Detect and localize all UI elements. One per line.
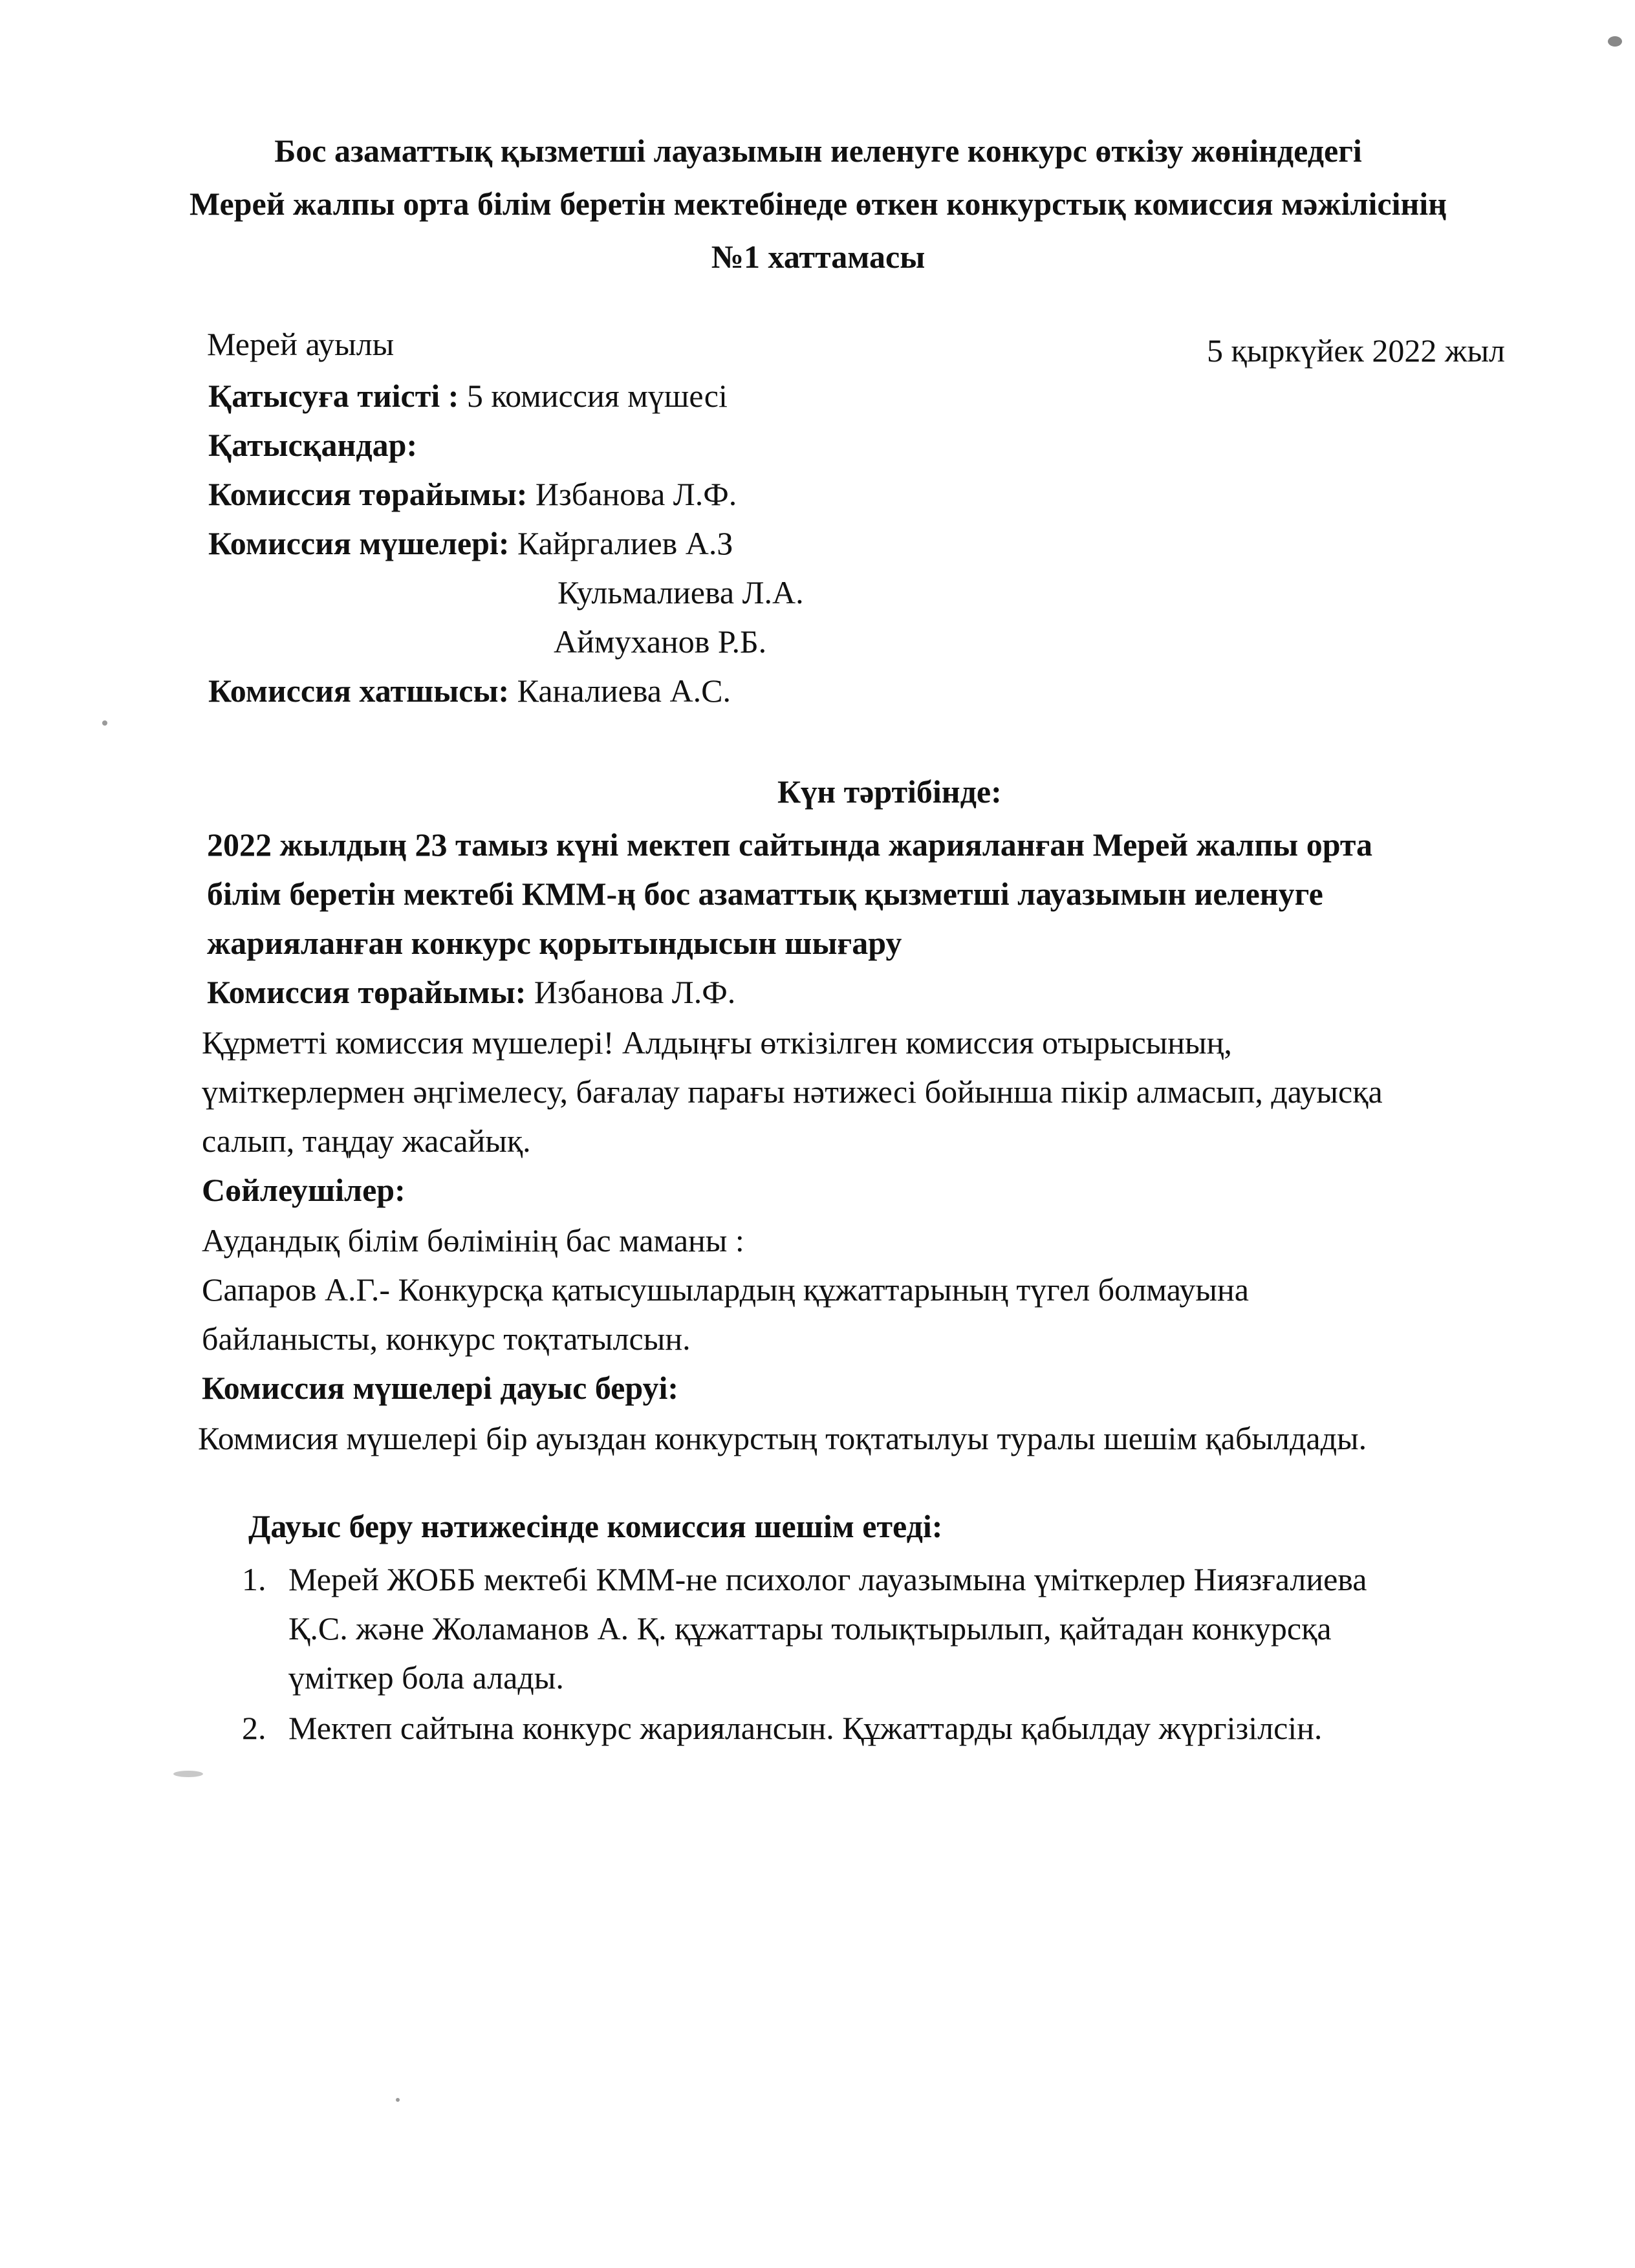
decision-item-1-line-3: үміткер бола алады. xyxy=(288,1659,564,1696)
document-title xyxy=(97,124,1539,283)
agenda-line-1: 2022 жылдың 23 тамыз күні мектеп сайтында жарияланған Мерей жалпы орта xyxy=(207,826,1373,863)
decision-item-2-number: 2. xyxy=(242,1710,266,1746)
expected-label: Қатысуға тиісті : xyxy=(208,378,459,414)
speakers-heading: Сөйлеушілер: xyxy=(202,1172,406,1208)
chair-label: Комиссия төрайымы: xyxy=(208,476,528,512)
agenda-heading: Күн тәртібінде: xyxy=(777,773,1002,810)
chair-line xyxy=(208,475,737,513)
member-1: Кайргалиев А.З xyxy=(517,525,733,561)
expected-attendance xyxy=(208,376,728,415)
scan-mark xyxy=(1608,36,1622,47)
chair-name: Избанова Л.Ф. xyxy=(535,476,737,512)
decision-item-1-number: 1. xyxy=(242,1561,266,1597)
chair-speech-text-2: үміткерлермен әңгімелесу, бағалау парағы нәтижесі бойынша пікір алмасып, дауысқа xyxy=(202,1074,1383,1110)
chair-speech-label: Комиссия төрайымы: xyxy=(207,974,526,1010)
decision-item-2-line-1: Мектеп сайтына конкурс жариялансын. Құжаттарды қабылдау жүргізілсін. xyxy=(288,1710,1323,1746)
place: Мерей ауылы xyxy=(207,326,395,362)
vote-text: Коммисия мүшелері бір ауыздан конкурстың тоқтатылуы туралы шешім қабылдады. xyxy=(198,1420,1367,1456)
expected-value: 5 комиссия мүшесі xyxy=(466,378,728,414)
date: 5 қыркүйек 2022 жыл xyxy=(1207,332,1506,369)
title-line-1: Бос азаматтық қызметші лауазымын иеленуге конкурс өткізу жөніндедегі xyxy=(274,133,1362,169)
secretary-label: Комиссия хатшысы: xyxy=(208,673,510,709)
speaker-text-2: байланысты, конкурс тоқтатылсын. xyxy=(202,1321,691,1357)
scan-dot-2 xyxy=(396,2098,400,2102)
member-2: Кульмалиева Л.А. xyxy=(558,574,804,610)
speaker-text-1: Сапаров А.Г.- Конкурсқа қатысушылардың құжаттарының түгел болмауына xyxy=(202,1271,1249,1308)
scan-smudge xyxy=(173,1771,203,1777)
secretary-name: Каналиева А.С. xyxy=(517,673,731,709)
scan-dot xyxy=(102,720,107,726)
member-3: Аймуханов Р.Б. xyxy=(554,623,767,660)
decision-item-1-line-1: Мерей ЖОББ мектебі КММ-не психолог лауазымына үміткерлер Ниязғалиева xyxy=(288,1561,1367,1597)
chair-speech-name: Избанова Л.Ф. xyxy=(534,974,736,1010)
speaker-role: Аудандық білім бөлімінің бас маманы : xyxy=(202,1222,744,1258)
vote-heading: Комиссия мүшелері дауыс беруі: xyxy=(202,1370,679,1406)
secretary-line xyxy=(208,671,731,710)
present-label: Қатысқандар: xyxy=(208,427,418,463)
chair-speech-text-3: салып, таңдау жасайық. xyxy=(202,1123,531,1159)
members-line xyxy=(208,524,733,563)
title-line-3: №1 хаттамасы xyxy=(711,239,926,275)
chair-speech-line xyxy=(207,973,735,1011)
title-line-2: Мерей жалпы орта білім беретін мектебінеде өткен конкурстық комиссия мәжілісінің xyxy=(189,186,1447,222)
agenda-line-2: білім беретін мектебі КММ-ң бос азаматтық қызметші лауазымын иеленуге xyxy=(207,876,1323,912)
decision-item-1-line-2: Қ.С. және Жоламанов А. Қ. құжаттары толықтырылып, қайтадан конкурсқа xyxy=(288,1610,1332,1647)
members-label: Комиссия мүшелері: xyxy=(208,525,510,561)
chair-speech-text-1: Құрметті комиссия мүшелері! Алдыңғы өткізілген комиссия отырысының, xyxy=(202,1024,1232,1061)
agenda-line-3: жарияланған конкурс қорытындысын шығару xyxy=(207,925,902,961)
decision-heading: Дауыс беру нәтижесінде комиссия шешім етеді: xyxy=(248,1508,943,1544)
